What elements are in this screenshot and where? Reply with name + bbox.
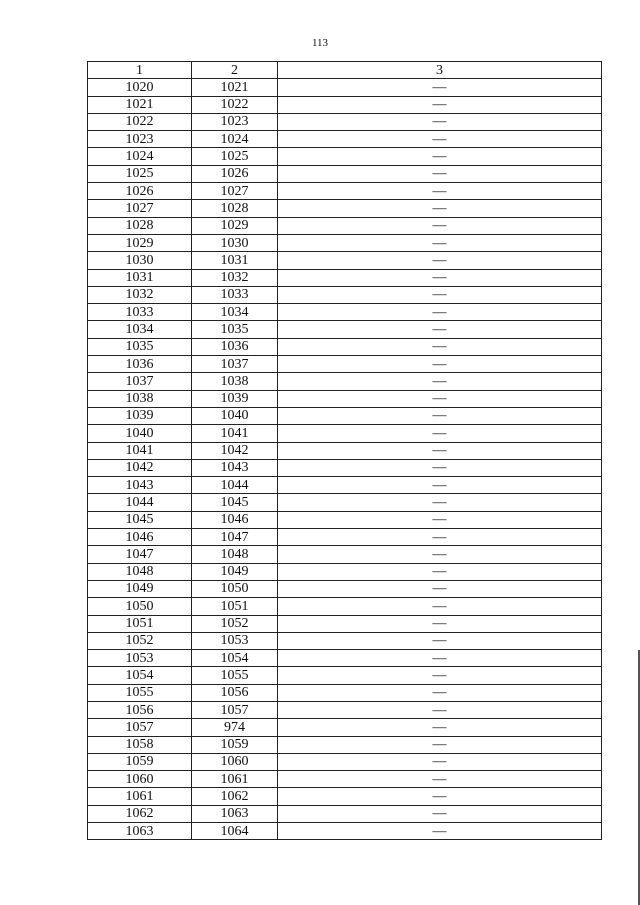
table-row	[88, 356, 602, 373]
table-row	[88, 183, 602, 200]
table-cell-col3: —	[278, 684, 602, 701]
table-cell-col3: —	[278, 148, 602, 165]
table-cell-col2: 1051	[192, 598, 278, 615]
table-cell-col1: 1054	[88, 667, 192, 684]
table-row	[88, 632, 602, 649]
table-cell-col1: 1053	[88, 650, 192, 667]
table-cell-col3: —	[278, 286, 602, 303]
table-row	[88, 546, 602, 563]
table-cell-col3: —	[278, 459, 602, 476]
table-row	[88, 234, 602, 251]
table-row	[88, 494, 602, 511]
table-cell-col1: 1040	[88, 425, 192, 442]
table-cell-col3: —	[278, 701, 602, 718]
table-row	[88, 390, 602, 407]
table-cell-col3: —	[278, 338, 602, 355]
column-header-2: 2	[192, 62, 278, 79]
table-cell-col1: 1037	[88, 373, 192, 390]
table-cell-col3: —	[278, 823, 602, 840]
table-row	[88, 459, 602, 476]
data-table	[87, 61, 602, 840]
table-cell-col2: 1050	[192, 580, 278, 597]
table-row	[88, 684, 602, 701]
table-row	[88, 165, 602, 182]
table-row	[88, 148, 602, 165]
table-cell-col3: —	[278, 788, 602, 805]
table-cell-col3: —	[278, 356, 602, 373]
table-cell-col3: —	[278, 753, 602, 770]
table-row	[88, 823, 602, 840]
table-row	[88, 580, 602, 597]
table-row	[88, 477, 602, 494]
table-cell-col1: 1028	[88, 217, 192, 234]
table-cell-col3: —	[278, 269, 602, 286]
table-cell-col1: 1023	[88, 131, 192, 148]
table-cell-col3: —	[278, 615, 602, 632]
table-cell-col2: 1055	[192, 667, 278, 684]
table-row	[88, 442, 602, 459]
table-cell-col2: 1057	[192, 701, 278, 718]
table-cell-col2: 1044	[192, 477, 278, 494]
table-cell-col3: —	[278, 511, 602, 528]
table-row	[88, 113, 602, 130]
table-cell-col2: 1041	[192, 425, 278, 442]
table-cell-col1: 1044	[88, 494, 192, 511]
table-cell-col1: 1042	[88, 459, 192, 476]
table-cell-col2: 1024	[192, 131, 278, 148]
table-cell-col2: 1056	[192, 684, 278, 701]
table-cell-col2: 1022	[192, 96, 278, 113]
table-row	[88, 736, 602, 753]
table-row	[88, 563, 602, 580]
table-cell-col3: —	[278, 598, 602, 615]
table-cell-col2: 1032	[192, 269, 278, 286]
table-cell-col1: 1038	[88, 390, 192, 407]
table-cell-col1: 1039	[88, 407, 192, 424]
table-cell-col1: 1045	[88, 511, 192, 528]
table-cell-col1: 1062	[88, 805, 192, 822]
table-cell-col3: —	[278, 546, 602, 563]
table-cell-col3: —	[278, 529, 602, 546]
table-cell-col1: 1060	[88, 771, 192, 788]
table-cell-col3: —	[278, 563, 602, 580]
table-cell-col3: —	[278, 425, 602, 442]
table-cell-col3: —	[278, 200, 602, 217]
table-row	[88, 252, 602, 269]
table-cell-col2: 1035	[192, 321, 278, 338]
table-cell-col1: 1022	[88, 113, 192, 130]
table-cell-col3: —	[278, 477, 602, 494]
table-cell-col2: 1040	[192, 407, 278, 424]
table-row	[88, 286, 602, 303]
table-cell-col3: —	[278, 650, 602, 667]
table-cell-col2: 1060	[192, 753, 278, 770]
table-cell-col1: 1048	[88, 563, 192, 580]
table-cell-col2: 1063	[192, 805, 278, 822]
table-cell-col1: 1021	[88, 96, 192, 113]
table-cell-col1: 1047	[88, 546, 192, 563]
table-cell-col2: 1026	[192, 165, 278, 182]
table-cell-col1: 1026	[88, 183, 192, 200]
table-cell-col1: 1058	[88, 736, 192, 753]
table-cell-col1: 1052	[88, 632, 192, 649]
table-cell-col1: 1063	[88, 823, 192, 840]
table-cell-col2: 1043	[192, 459, 278, 476]
table-cell-col2: 1046	[192, 511, 278, 528]
table-cell-col3: —	[278, 494, 602, 511]
table-cell-col2: 1053	[192, 632, 278, 649]
table-cell-col1: 1035	[88, 338, 192, 355]
table-cell-col3: —	[278, 165, 602, 182]
table-cell-col2: 1028	[192, 200, 278, 217]
table-cell-col1: 1059	[88, 753, 192, 770]
table-cell-col3: —	[278, 442, 602, 459]
table-cell-col1: 1020	[88, 79, 192, 96]
column-header-1: 1	[88, 62, 192, 79]
table-body	[88, 79, 602, 840]
table-row	[88, 615, 602, 632]
table-cell-col2: 1033	[192, 286, 278, 303]
table-cell-col2: 1037	[192, 356, 278, 373]
table-cell-col1: 1041	[88, 442, 192, 459]
table-row	[88, 96, 602, 113]
table-row	[88, 529, 602, 546]
table-cell-col1: 1049	[88, 580, 192, 597]
table-cell-col3: —	[278, 373, 602, 390]
table-row	[88, 788, 602, 805]
data-table-container	[87, 61, 602, 840]
table-row	[88, 269, 602, 286]
table-cell-col3: —	[278, 771, 602, 788]
table-cell-col3: —	[278, 736, 602, 753]
table-row	[88, 131, 602, 148]
table-cell-col1: 1043	[88, 477, 192, 494]
table-cell-col2: 1042	[192, 442, 278, 459]
table-row	[88, 753, 602, 770]
table-cell-col1: 1032	[88, 286, 192, 303]
table-row	[88, 650, 602, 667]
table-cell-col2: 1031	[192, 252, 278, 269]
table-cell-col2: 1021	[192, 79, 278, 96]
table-cell-col3: —	[278, 217, 602, 234]
table-row	[88, 407, 602, 424]
table-cell-col1: 1056	[88, 701, 192, 718]
table-cell-col1: 1030	[88, 252, 192, 269]
table-row	[88, 373, 602, 390]
table-cell-col1: 1031	[88, 269, 192, 286]
table-cell-col1: 1034	[88, 321, 192, 338]
column-header-3: 3	[278, 62, 602, 79]
table-cell-col1: 1024	[88, 148, 192, 165]
table-cell-col2: 1027	[192, 183, 278, 200]
table-cell-col3: —	[278, 805, 602, 822]
table-cell-col2: 1059	[192, 736, 278, 753]
table-cell-col3: —	[278, 321, 602, 338]
table-cell-col3: —	[278, 304, 602, 321]
table-cell-col2: 1036	[192, 338, 278, 355]
table-cell-col1: 1051	[88, 615, 192, 632]
table-cell-col3: —	[278, 252, 602, 269]
table-cell-col2: 1039	[192, 390, 278, 407]
table-row	[88, 321, 602, 338]
table-cell-col2: 974	[192, 719, 278, 736]
header-row	[88, 62, 602, 79]
table-cell-col1: 1027	[88, 200, 192, 217]
table-cell-col2: 1034	[192, 304, 278, 321]
table-cell-col3: —	[278, 79, 602, 96]
table-cell-col3: —	[278, 580, 602, 597]
table-cell-col2: 1052	[192, 615, 278, 632]
table-cell-col2: 1023	[192, 113, 278, 130]
table-cell-col2: 1049	[192, 563, 278, 580]
table-cell-col2: 1062	[192, 788, 278, 805]
table-cell-col1: 1036	[88, 356, 192, 373]
table-cell-col1: 1029	[88, 234, 192, 251]
table-cell-col2: 1064	[192, 823, 278, 840]
table-cell-col1: 1025	[88, 165, 192, 182]
table-cell-col3: —	[278, 390, 602, 407]
table-row	[88, 217, 602, 234]
table-row	[88, 511, 602, 528]
table-cell-col2: 1029	[192, 217, 278, 234]
table-cell-col3: —	[278, 131, 602, 148]
table-cell-col3: —	[278, 632, 602, 649]
table-row	[88, 79, 602, 96]
table-row	[88, 200, 602, 217]
table-cell-col1: 1046	[88, 529, 192, 546]
table-row	[88, 805, 602, 822]
table-cell-col1: 1033	[88, 304, 192, 321]
table-row	[88, 338, 602, 355]
table-cell-col1: 1061	[88, 788, 192, 805]
table-cell-col2: 1030	[192, 234, 278, 251]
table-cell-col3: —	[278, 407, 602, 424]
table-row	[88, 719, 602, 736]
table-cell-col2: 1038	[192, 373, 278, 390]
table-row	[88, 425, 602, 442]
table-cell-col2: 1061	[192, 771, 278, 788]
table-cell-col3: —	[278, 667, 602, 684]
table-header	[88, 62, 602, 79]
table-cell-col1: 1050	[88, 598, 192, 615]
table-cell-col2: 1048	[192, 546, 278, 563]
table-row	[88, 598, 602, 615]
table-cell-col1: 1055	[88, 684, 192, 701]
table-row	[88, 667, 602, 684]
table-cell-col3: —	[278, 96, 602, 113]
table-row	[88, 701, 602, 718]
table-cell-col2: 1054	[192, 650, 278, 667]
table-cell-col2: 1047	[192, 529, 278, 546]
table-row	[88, 771, 602, 788]
table-cell-col3: —	[278, 234, 602, 251]
table-cell-col3: —	[278, 183, 602, 200]
table-cell-col3: —	[278, 113, 602, 130]
table-cell-col2: 1045	[192, 494, 278, 511]
table-cell-col1: 1057	[88, 719, 192, 736]
table-cell-col3: —	[278, 719, 602, 736]
table-cell-col2: 1025	[192, 148, 278, 165]
table-row	[88, 304, 602, 321]
page-number: 113	[311, 37, 329, 49]
